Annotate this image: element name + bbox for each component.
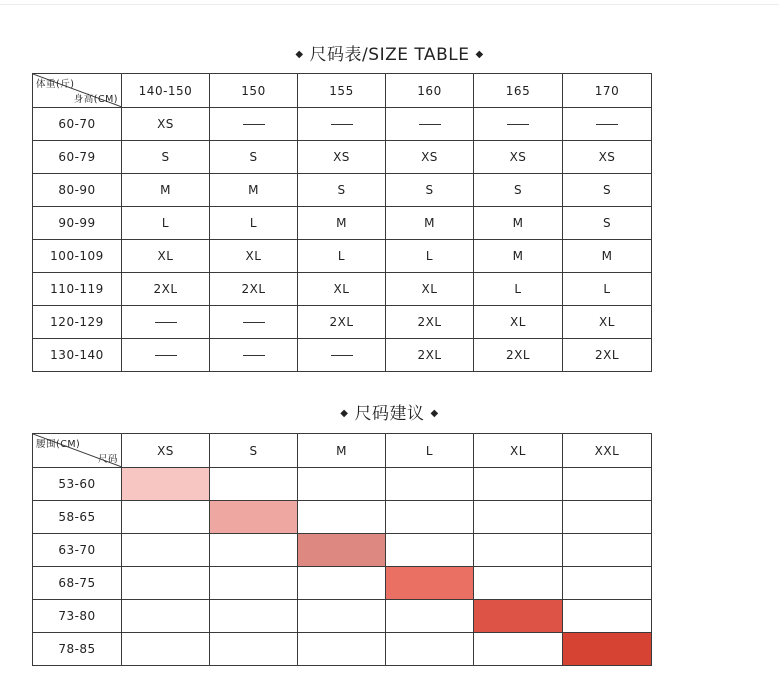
empty-cell (474, 501, 563, 534)
size-cell: L (298, 240, 386, 273)
empty-cell (563, 600, 652, 633)
size-cell: S (563, 174, 652, 207)
size-cell: S (298, 174, 386, 207)
weight-label: 100-109 (33, 240, 122, 273)
waist-label: 53-60 (33, 468, 122, 501)
corner-bottom-label: 身高(CM) (73, 94, 118, 105)
size-table-title-text: 尺码表/SIZE TABLE (309, 45, 470, 65)
diamond-icon: ◆ (430, 408, 439, 419)
waist-table-title-text: 尺码建议 (354, 404, 425, 424)
empty-cell (122, 534, 210, 567)
empty-cell (210, 600, 298, 633)
size-cell: M (122, 174, 210, 207)
weight-label: 60-70 (33, 108, 122, 141)
weight-label: 110-119 (33, 273, 122, 306)
table-row (33, 501, 652, 534)
size-table-title (0, 40, 779, 65)
size-cell (474, 108, 563, 141)
size-cell: L (122, 207, 210, 240)
empty-cell (298, 468, 386, 501)
size-header: XS (122, 434, 210, 468)
highlight-cell (298, 534, 386, 567)
size-cell: XS (298, 141, 386, 174)
size-cell: M (386, 207, 474, 240)
highlight-cell (474, 600, 563, 633)
size-cell (122, 306, 210, 339)
size-cell (210, 306, 298, 339)
na-dash (419, 124, 441, 125)
size-cell: L (386, 240, 474, 273)
empty-cell (122, 501, 210, 534)
table-row (33, 567, 652, 600)
empty-cell (563, 534, 652, 567)
size-header: XL (474, 434, 563, 468)
na-dash (243, 355, 265, 356)
highlight-cell (210, 501, 298, 534)
empty-cell (563, 567, 652, 600)
height-header: 155 (298, 74, 386, 108)
empty-cell (386, 468, 474, 501)
empty-cell (563, 468, 652, 501)
size-cell (298, 108, 386, 141)
size-cell (122, 339, 210, 372)
size-cell: XL (386, 273, 474, 306)
size-cell: XL (122, 240, 210, 273)
weight-label: 130-140 (33, 339, 122, 372)
corner-top-label: 腰围(CM) (36, 439, 81, 450)
size-cell: M (563, 240, 652, 273)
size-cell: XS (122, 108, 210, 141)
corner-cell (33, 434, 122, 468)
size-cell (563, 108, 652, 141)
size-cell: M (474, 207, 563, 240)
highlight-cell (386, 567, 474, 600)
table-row (33, 141, 652, 174)
table-row (33, 174, 652, 207)
empty-cell (122, 633, 210, 666)
size-cell: XS (386, 141, 474, 174)
na-dash (243, 124, 265, 125)
size-cell: S (563, 207, 652, 240)
empty-cell (298, 633, 386, 666)
weight-label: 80-90 (33, 174, 122, 207)
size-cell: M (474, 240, 563, 273)
empty-cell (474, 567, 563, 600)
size-cell: 2XL (474, 339, 563, 372)
size-cell: 2XL (298, 306, 386, 339)
size-cell: S (386, 174, 474, 207)
table-row (33, 273, 652, 306)
table-row (33, 207, 652, 240)
size-cell: S (210, 141, 298, 174)
na-dash (331, 355, 353, 356)
empty-cell (474, 633, 563, 666)
na-dash (155, 322, 177, 323)
empty-cell (298, 501, 386, 534)
table-row (33, 468, 652, 501)
height-header: 140-150 (122, 74, 210, 108)
size-cell (210, 339, 298, 372)
height-header: 150 (210, 74, 298, 108)
table-row (33, 600, 652, 633)
corner-top-label: 体重(斤) (36, 79, 75, 90)
size-cell: M (298, 207, 386, 240)
size-header: M (298, 434, 386, 468)
size-header: XXL (563, 434, 652, 468)
waist-table (32, 433, 652, 666)
empty-cell (298, 600, 386, 633)
table-row (33, 240, 652, 273)
size-cell (298, 339, 386, 372)
size-header: L (386, 434, 474, 468)
empty-cell (210, 633, 298, 666)
empty-cell (298, 567, 386, 600)
waist-label: 78-85 (33, 633, 122, 666)
size-cell: S (122, 141, 210, 174)
size-cell: 2XL (386, 339, 474, 372)
empty-cell (122, 600, 210, 633)
size-cell: L (474, 273, 563, 306)
weight-label: 120-129 (33, 306, 122, 339)
size-cell: 2XL (210, 273, 298, 306)
table-row (33, 306, 652, 339)
empty-cell (563, 501, 652, 534)
weight-label: 90-99 (33, 207, 122, 240)
size-cell: L (210, 207, 298, 240)
table-row (33, 339, 652, 372)
corner-cell (33, 74, 122, 108)
size-cell: M (210, 174, 298, 207)
size-cell: XS (563, 141, 652, 174)
header-row (33, 434, 652, 468)
diamond-icon: ◆ (295, 49, 304, 60)
height-header: 160 (386, 74, 474, 108)
empty-cell (474, 468, 563, 501)
size-cell: XL (210, 240, 298, 273)
empty-cell (386, 633, 474, 666)
size-cell: S (474, 174, 563, 207)
size-cell: 2XL (386, 306, 474, 339)
table-row (33, 633, 652, 666)
na-dash (243, 322, 265, 323)
empty-cell (210, 534, 298, 567)
empty-cell (474, 534, 563, 567)
waist-label: 58-65 (33, 501, 122, 534)
empty-cell (210, 468, 298, 501)
size-header: S (210, 434, 298, 468)
empty-cell (386, 600, 474, 633)
size-table (32, 73, 652, 372)
diamond-icon: ◆ (475, 49, 484, 60)
waist-label: 68-75 (33, 567, 122, 600)
corner-header (33, 434, 121, 467)
size-cell (210, 108, 298, 141)
corner-bottom-label: 尺码 (97, 454, 118, 465)
size-cell (386, 108, 474, 141)
size-cell: XL (298, 273, 386, 306)
waist-table-title (0, 399, 779, 424)
height-header: 165 (474, 74, 563, 108)
corner-header (33, 74, 121, 107)
size-cell: 2XL (122, 273, 210, 306)
empty-cell (386, 534, 474, 567)
na-dash (507, 124, 529, 125)
size-cell: 2XL (563, 339, 652, 372)
waist-label: 73-80 (33, 600, 122, 633)
table-row (33, 108, 652, 141)
empty-cell (210, 567, 298, 600)
diamond-icon: ◆ (340, 408, 349, 419)
table-row (33, 534, 652, 567)
header-row (33, 74, 652, 108)
waist-label: 63-70 (33, 534, 122, 567)
empty-cell (122, 567, 210, 600)
height-header: 170 (563, 74, 652, 108)
empty-cell (386, 501, 474, 534)
top-divider (0, 4, 779, 5)
na-dash (596, 124, 618, 125)
highlight-cell (563, 633, 652, 666)
size-cell: XL (563, 306, 652, 339)
weight-label: 60-79 (33, 141, 122, 174)
size-cell: XS (474, 141, 563, 174)
na-dash (331, 124, 353, 125)
size-cell: XL (474, 306, 563, 339)
size-cell: L (563, 273, 652, 306)
na-dash (155, 355, 177, 356)
highlight-cell (122, 468, 210, 501)
